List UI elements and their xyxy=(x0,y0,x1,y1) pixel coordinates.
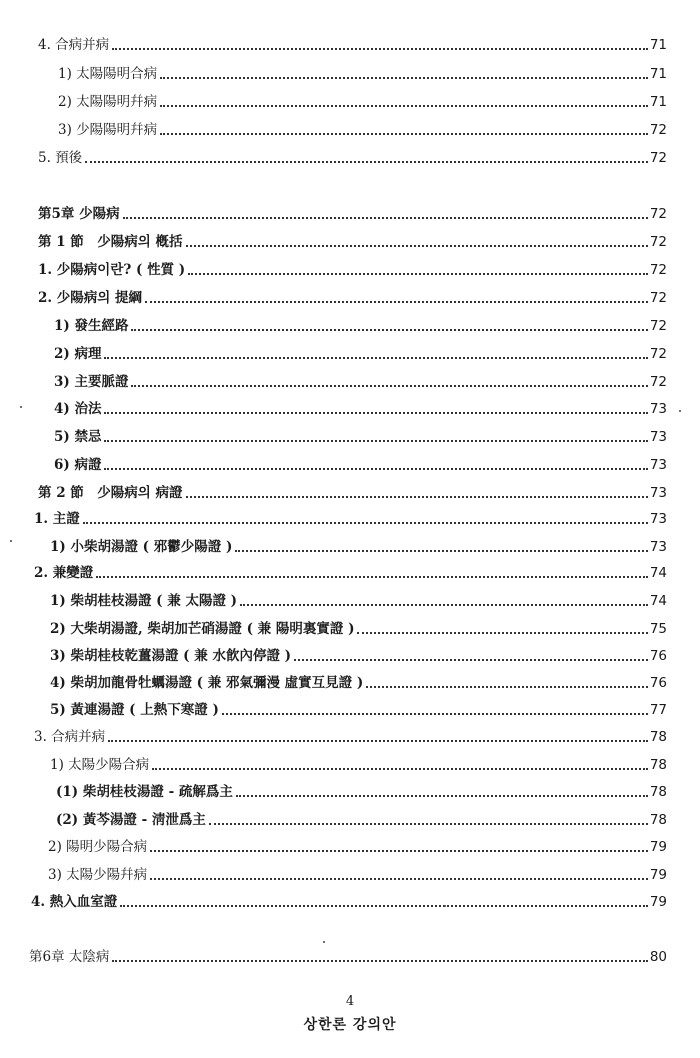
toc-entry xyxy=(50,616,667,638)
dot-leader xyxy=(160,76,648,79)
toc-entry xyxy=(50,534,667,556)
toc-entry xyxy=(50,697,667,719)
dot-leader xyxy=(188,272,648,275)
toc-entry xyxy=(56,779,667,801)
toc-entry-label: 1) 太陽少陽合病 xyxy=(50,757,150,773)
toc-entry xyxy=(34,724,667,746)
dot-leader xyxy=(104,356,647,359)
toc-entry xyxy=(54,424,667,446)
dot-leader xyxy=(240,603,648,606)
toc-entry-label: 第 2 節 少陽病의 病證 xyxy=(38,485,183,501)
toc-entry-label: 4) 柴胡加龍骨牡蠣湯證 ( 兼 邪氣彌漫 虛實互見證 ) xyxy=(50,675,364,691)
toc-entry-page: 73 xyxy=(649,485,667,501)
toc-section xyxy=(38,229,667,251)
toc-entry xyxy=(48,862,667,884)
toc-entry xyxy=(31,889,667,911)
dot-leader xyxy=(85,160,648,163)
toc-entry xyxy=(38,32,667,54)
dot-leader xyxy=(96,575,648,578)
toc-entry-label: 2) 病理 xyxy=(54,346,102,362)
toc-entry-page: 79 xyxy=(649,894,667,910)
toc-entry-label: 3) 主要脈證 xyxy=(54,374,129,390)
toc-entry-page: 79 xyxy=(649,867,667,883)
toc-entry-label: 2) 太陽陽明幷病 xyxy=(58,94,158,110)
toc-entry-page: 74 xyxy=(649,593,667,609)
toc-entry-page: 73 xyxy=(649,539,667,555)
toc-entry-page: 80 xyxy=(649,949,667,965)
dot-leader xyxy=(294,658,648,661)
toc-entry-page: 79 xyxy=(649,839,667,855)
toc-entry-label: 第6章 太陰病 xyxy=(29,949,110,965)
dot-leader xyxy=(152,767,648,770)
toc-entry-label: (1) 柴胡桂枝湯證 - 疏解爲主 xyxy=(56,784,233,800)
toc-entry-page: 72 xyxy=(649,150,667,166)
toc-entry xyxy=(58,89,667,111)
toc-entry-label: 5. 預後 xyxy=(38,150,83,166)
dot-leader xyxy=(235,549,647,552)
toc-entry xyxy=(38,285,667,307)
toc-entry-label: 2. 兼變證 xyxy=(34,565,94,581)
dot-leader xyxy=(160,104,648,107)
toc-entry-page: 75 xyxy=(649,621,667,637)
toc-entry-label: 1. 主證 xyxy=(34,511,80,527)
toc-entry-label: 1) 太陽陽明合病 xyxy=(58,66,158,82)
toc-entry-page: 72 xyxy=(649,318,667,334)
dot-leader xyxy=(83,521,648,524)
toc-entry-page: 73 xyxy=(649,401,667,417)
toc-entry-label: 第5章 少陽病 xyxy=(38,206,120,222)
toc-entry xyxy=(48,834,667,856)
toc-entry xyxy=(50,752,667,774)
toc-entry xyxy=(54,369,667,391)
toc-entry-page: 72 xyxy=(649,234,667,250)
toc-entry-label: 3) 少陽陽明幷病 xyxy=(58,122,158,138)
dot-leader xyxy=(366,685,648,688)
dot-leader xyxy=(209,822,648,825)
toc-entry-label: 1. 少陽病이란? ( 性質 ) xyxy=(38,262,186,278)
toc-entry-page: 73 xyxy=(649,429,667,445)
dot-leader xyxy=(131,384,647,387)
toc-entry xyxy=(50,643,667,665)
dot-leader xyxy=(104,439,647,442)
toc-entry-page: 77 xyxy=(649,702,667,718)
toc-entry-label: 2) 陽明少陽合病 xyxy=(48,839,148,855)
toc-entry xyxy=(54,452,667,474)
toc-entry-page: 73 xyxy=(649,511,667,527)
toc-entry-label: 4. 熱入血室證 xyxy=(31,894,118,910)
toc-entry-page: 78 xyxy=(649,729,667,745)
toc-entry xyxy=(50,588,667,610)
toc-chapter xyxy=(38,201,667,223)
dot-leader xyxy=(150,877,648,880)
toc-entry xyxy=(54,313,667,335)
dot-leader xyxy=(186,495,648,498)
dot-leader xyxy=(222,712,648,715)
scan-speck xyxy=(20,406,22,408)
toc-entry xyxy=(34,560,667,582)
toc-entry-page: 72 xyxy=(649,206,667,222)
toc-entry-page: 73 xyxy=(649,457,667,473)
toc-entry-label: 3) 柴胡桂枝乾薑湯證 ( 兼 水飮內停證 ) xyxy=(50,648,292,664)
dot-leader xyxy=(131,328,647,331)
toc-entry xyxy=(38,257,667,279)
dot-leader xyxy=(150,849,648,852)
toc-entry-page: 78 xyxy=(649,757,667,773)
toc-chapter xyxy=(29,944,667,966)
toc-entry-label: 第 1 節 少陽病의 槪括 xyxy=(38,234,183,250)
toc-entry xyxy=(50,670,667,692)
toc-entry-label: 6) 病證 xyxy=(54,457,102,473)
toc-entry-page: 72 xyxy=(649,262,667,278)
dot-leader xyxy=(104,467,647,470)
toc-entry-label: 1) 柴胡桂枝湯證 ( 兼 太陽證 ) xyxy=(50,593,238,609)
scan-speck xyxy=(323,941,325,943)
toc-entry-page: 76 xyxy=(649,648,667,664)
toc-entry-label: 1) 發生經路 xyxy=(54,318,129,334)
toc-entry-label: (2) 黃芩湯證 - 淸泄爲主 xyxy=(56,812,206,828)
toc-entry-page: 78 xyxy=(649,812,667,828)
dot-leader xyxy=(112,959,647,962)
book-title: 상한론 강의안 xyxy=(303,1017,397,1033)
toc-entry-page: 72 xyxy=(649,346,667,362)
toc-entry-label: 4) 治法 xyxy=(54,401,102,417)
dot-leader xyxy=(160,132,648,135)
dot-leader xyxy=(120,904,648,907)
toc-entry xyxy=(54,341,667,363)
toc-entry-label: 2) 大柴胡湯證, 柴胡加芒硝湯證 ( 兼 陽明裏實證 ) xyxy=(50,621,355,637)
dot-leader xyxy=(145,300,648,303)
scan-speck xyxy=(444,905,446,907)
toc-entry-page: 76 xyxy=(649,675,667,691)
dot-leader xyxy=(357,631,647,634)
toc-entry xyxy=(54,396,667,418)
toc-entry-page: 72 xyxy=(649,374,667,390)
dot-leader xyxy=(236,794,648,797)
toc-entry xyxy=(38,145,667,167)
dot-leader xyxy=(123,216,648,219)
toc-entry-page: 71 xyxy=(649,94,667,110)
toc-entry-label: 3) 太陽少陽幷病 xyxy=(48,867,148,883)
toc-entry-label: 5) 黃連湯證 ( 上熱下寒證 ) xyxy=(50,702,219,718)
toc-entry-label: 5) 禁忌 xyxy=(54,429,102,445)
toc-entry xyxy=(58,117,667,139)
toc-entry-label: 2. 少陽病의 提綱 xyxy=(38,290,143,306)
toc-entry-page: 71 xyxy=(649,66,667,82)
toc-entry-label: 1) 小柴胡湯證 ( 邪鬱少陽證 ) xyxy=(50,539,233,555)
toc-entry-label: 4. 合病并病 xyxy=(38,37,110,53)
dot-leader xyxy=(104,411,647,414)
toc-section xyxy=(38,480,667,502)
toc-entry xyxy=(58,61,667,83)
dot-leader xyxy=(186,244,648,247)
toc-entry xyxy=(56,807,667,829)
toc-entry-page: 74 xyxy=(649,565,667,581)
toc-entry-page: 78 xyxy=(649,784,667,800)
scan-speck xyxy=(10,540,12,542)
toc-entry-page: 72 xyxy=(649,290,667,306)
toc-entry-label: 3. 合病并病 xyxy=(34,729,106,745)
toc-entry-page: 71 xyxy=(649,37,667,53)
page-number: 4 xyxy=(345,994,355,1009)
scan-speck xyxy=(679,410,681,412)
toc-entry-page: 72 xyxy=(649,122,667,138)
dot-leader xyxy=(108,739,648,742)
dot-leader xyxy=(112,47,648,50)
toc-entry xyxy=(34,506,667,528)
